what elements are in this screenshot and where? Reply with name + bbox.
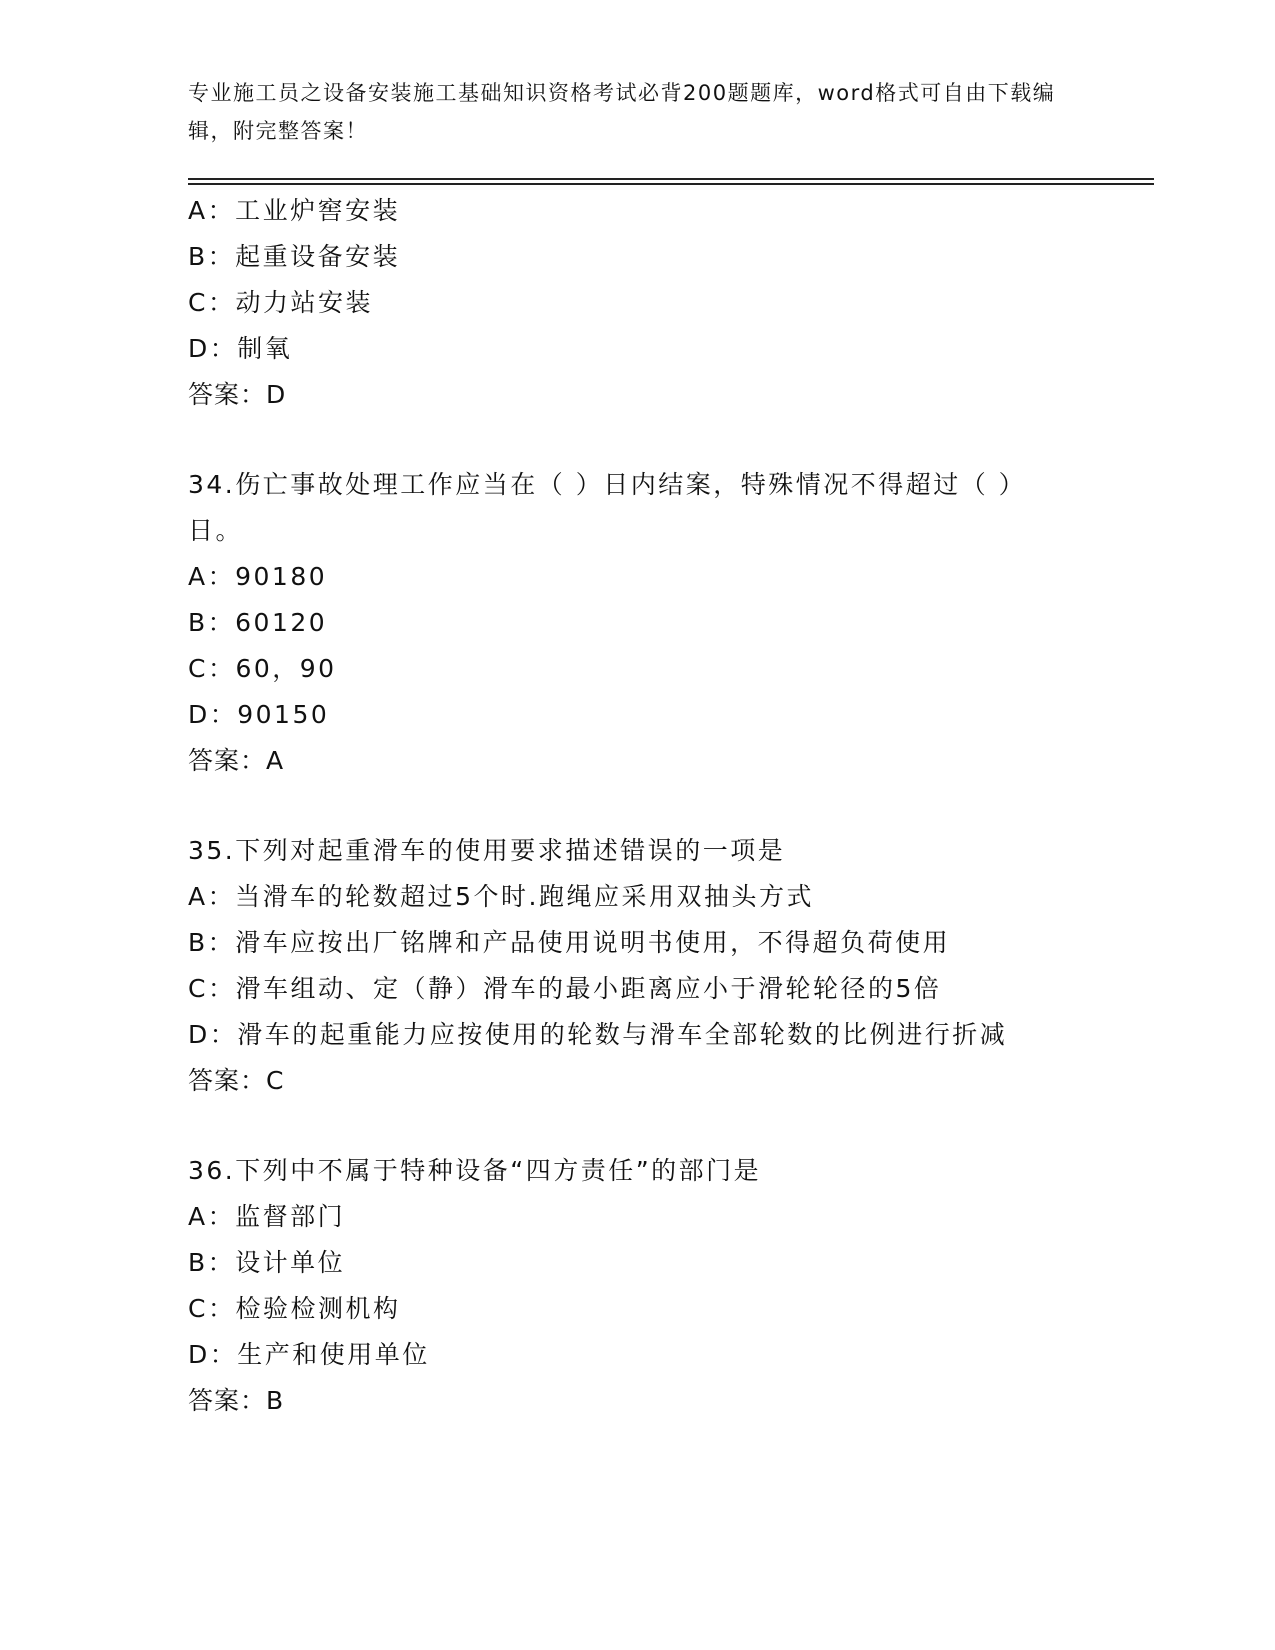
answer-line — [188, 372, 1068, 418]
option-b: B：起重设备安装 — [188, 242, 401, 271]
question-block — [188, 828, 1068, 1104]
option-d: D：生产和使用单位 — [188, 1340, 430, 1369]
option-d: D：90150 — [188, 700, 330, 729]
option-c: C：60，90 — [188, 654, 337, 683]
option-d: D：制氧 — [188, 334, 293, 363]
answer-value: B — [266, 1386, 285, 1415]
spacer — [188, 784, 1068, 828]
question-block — [188, 1148, 1068, 1424]
answer-label: 答案： — [188, 1386, 267, 1415]
question-title: 35.下列对起重滑车的使用要求描述错误的一项是 — [188, 836, 786, 865]
answer-line — [188, 1378, 1068, 1424]
answer-value: A — [266, 746, 285, 775]
header-divider-top — [188, 178, 1154, 180]
answer-value: D — [266, 380, 287, 409]
option-a: A：工业炉窖安装 — [188, 196, 401, 225]
question-block — [188, 188, 1068, 418]
answer-label: 答案： — [188, 746, 267, 775]
document-header: 专业施工员之设备安装施工基础知识资格考试必背200题题库，word格式可自由下载编辑，附完整答案！ — [188, 81, 1056, 143]
option-c: C：检验检测机构 — [188, 1294, 401, 1323]
question-block — [188, 462, 1068, 784]
option-c: C：滑车组动、定（静）滑车的最小距离应小于滑轮轮径的5倍 — [188, 974, 942, 1003]
question-title: 34.伤亡事故处理工作应当在（ ）日内结案，特殊情况不得超过（ ）日。 — [188, 470, 1027, 545]
spacer — [188, 1104, 1068, 1148]
option-b: B：滑车应按出厂铭牌和产品使用说明书使用，不得超负荷使用 — [188, 928, 951, 957]
option-c: C：动力站安装 — [188, 288, 373, 317]
option-d: D：滑车的起重能力应按使用的轮数与滑车全部轮数的比例进行折减 — [188, 1020, 1008, 1049]
spacer — [188, 418, 1068, 462]
answer-label: 答案： — [188, 1066, 267, 1095]
answer-value: C — [266, 1066, 285, 1095]
question-list — [188, 188, 1068, 1424]
answer-line — [188, 738, 1068, 784]
option-a: A：监督部门 — [188, 1202, 346, 1231]
question-title: 36.下列中不属于特种设备“四方责任”的部门是 — [188, 1156, 762, 1185]
answer-line — [188, 1058, 1068, 1104]
option-a: A：当滑车的轮数超过5个时.跑绳应采用双抽头方式 — [188, 882, 814, 911]
option-b: B：60120 — [188, 608, 328, 637]
answer-label: 答案： — [188, 380, 267, 409]
option-b: B：设计单位 — [188, 1248, 346, 1277]
header-divider-bottom — [188, 183, 1154, 185]
option-a: A：90180 — [188, 562, 328, 591]
